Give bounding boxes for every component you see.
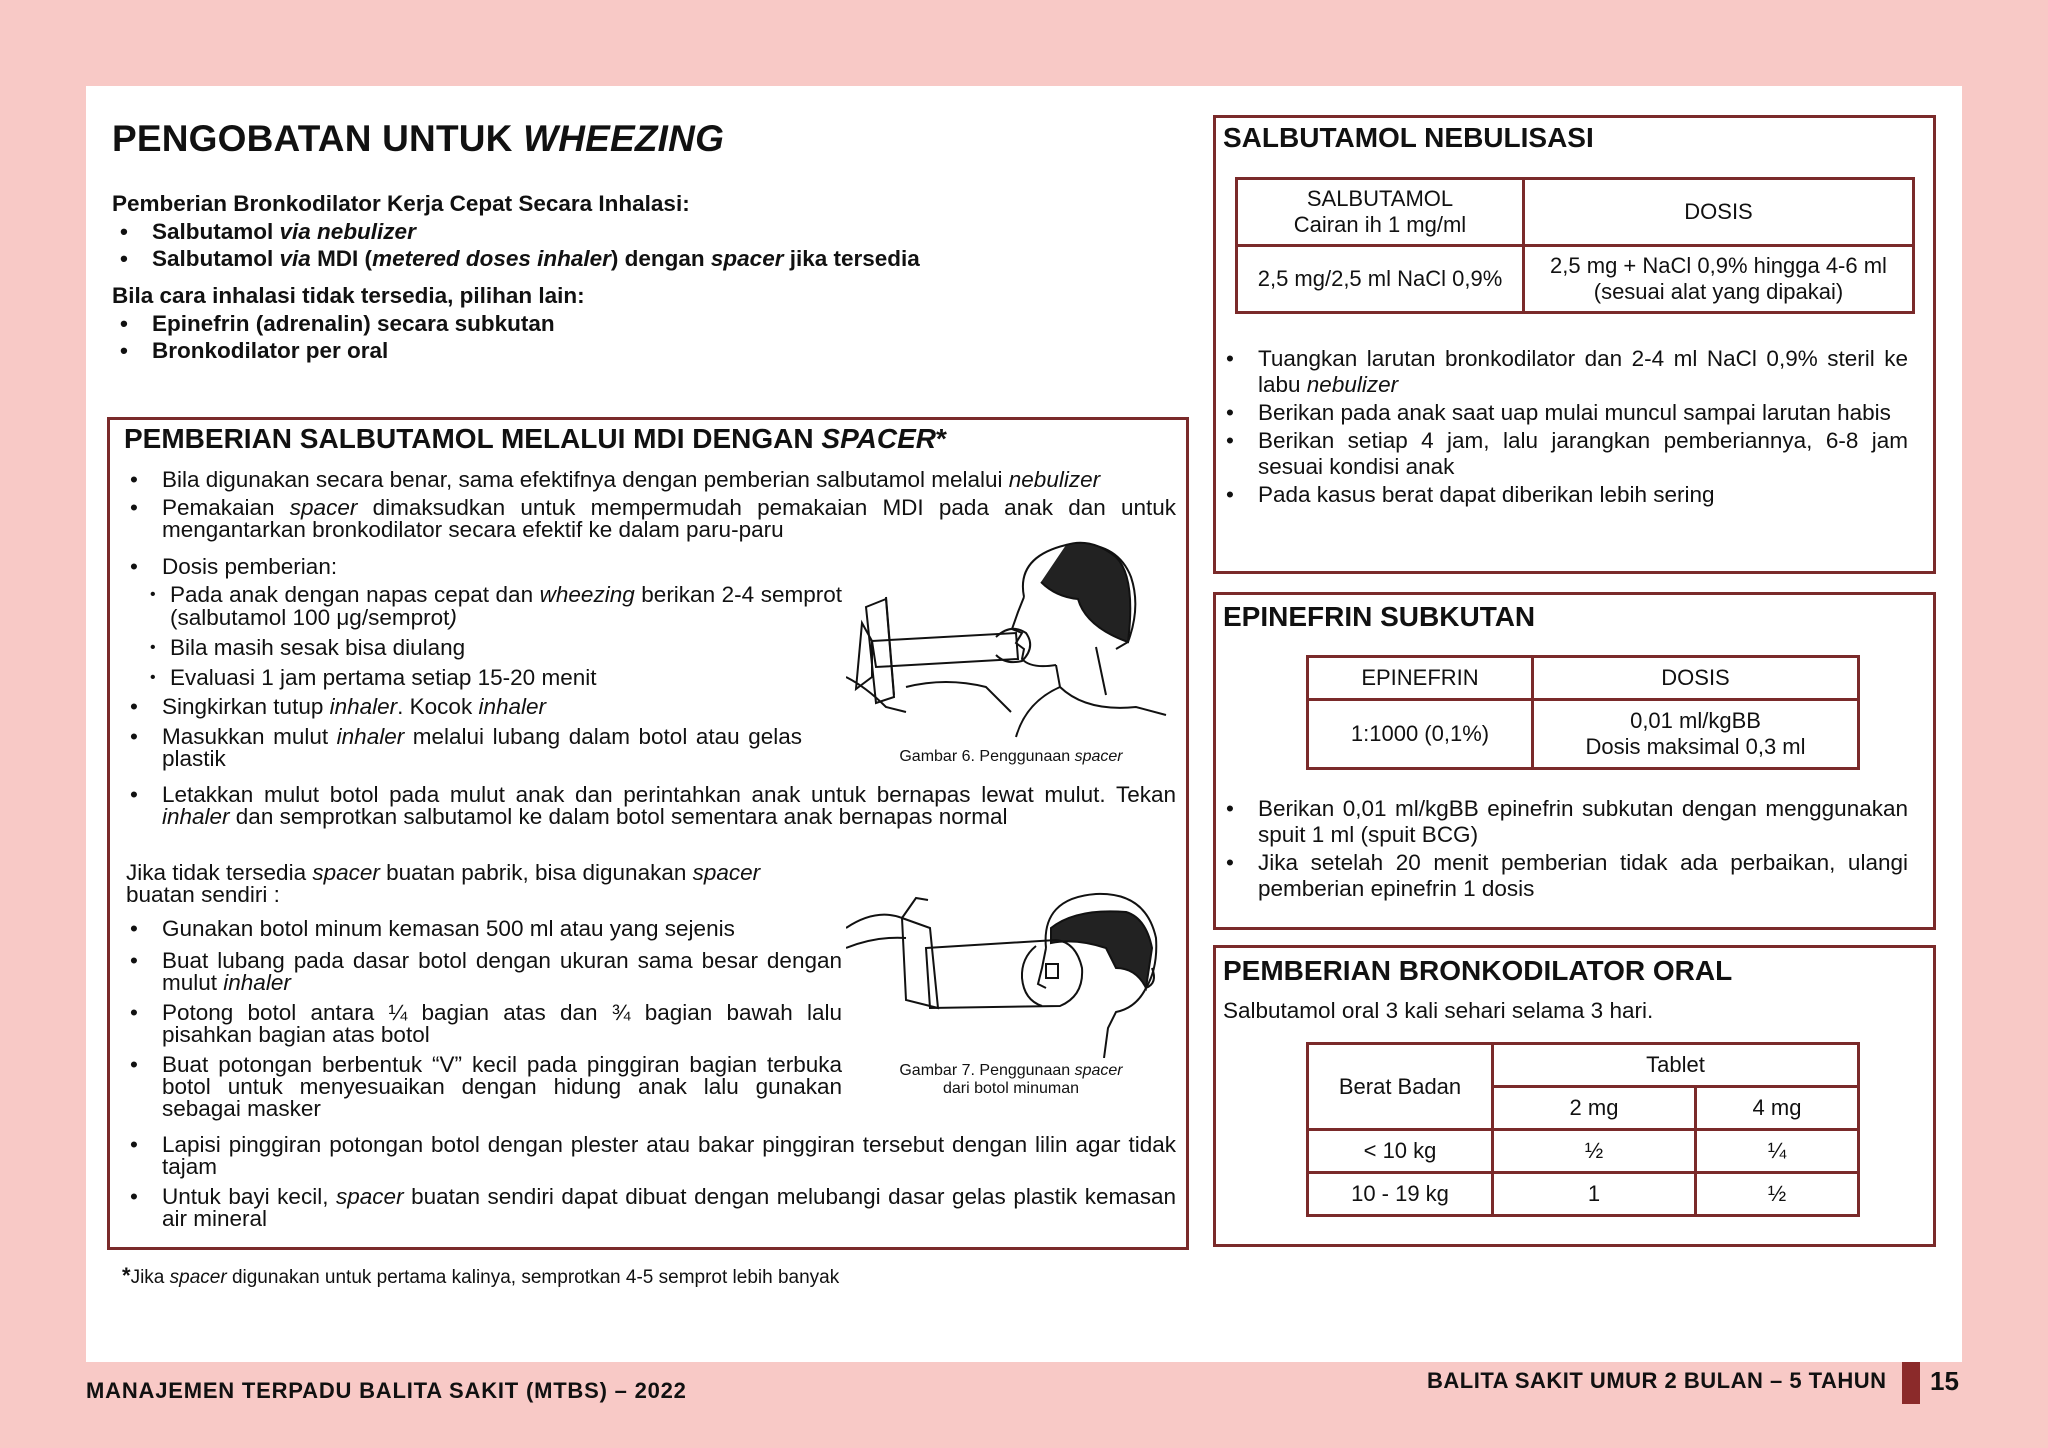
intro-heading-alternatives: Bila cara inhalasi tidak tersedia, pilihan lain: <box>112 283 585 308</box>
nebulisation-bullet-pour: • Tuangkan larutan bronkodilator dan 2-4 ml NaCl 0,9% steril ke labu nebulizer <box>1218 346 1908 398</box>
intro-item-epinephrine: • Epinefrin (adrenalin) secara subkutan <box>112 310 1172 337</box>
mdi-bullet-spacer-purpose: • Pemakaian spacer dimaksudkan untuk mempermudah pemakaian MDI pada anak dan untuk mengantarkan bronkodilator secara efektif ke dalam paru-paru <box>122 497 1176 541</box>
table-row <box>1308 1130 1859 1173</box>
epinephrine-bullet-give: • Berikan 0,01 ml/kgBB epinefrin subkutan dengan menggunakan spuit 1 ml (spuit BCG) <box>1218 796 1908 848</box>
mdi-bullet-effective: • Bila digunakan secara benar, sama efektifnya dengan pemberian salbutamol melalui nebulizer <box>122 466 1176 493</box>
cell-4mg: ½ <box>1696 1173 1859 1216</box>
homemade-bullet-infant: • Untuk bayi kecil, spacer buatan sendiri dapat dibuat dengan melubangi dasar gelas plastik kemasan air mineral <box>122 1186 1176 1230</box>
cell-concentration: 1:1000 (0,1%) <box>1308 700 1533 769</box>
cell-2mg: ½ <box>1493 1130 1696 1173</box>
table-header-row <box>1237 179 1914 246</box>
nebulisation-bullet-give: • Berikan pada anak saat uap mulai muncul sampai larutan habis <box>1218 400 1908 426</box>
table-header-row <box>1308 1044 1859 1087</box>
page-number: 15 <box>1930 1366 1959 1396</box>
mdi-bullet-shake: • Singkirkan tutup inhaler. Kocok inhaler <box>122 693 842 721</box>
oral-dose-table <box>1306 1042 1860 1217</box>
figure-6-caption: Gambar 6. Penggunaan spacer <box>899 748 1123 765</box>
cell-concentration: 2,5 mg/2,5 ml NaCl 0,9% <box>1237 246 1524 313</box>
header-epinephrine: EPINEFRIN <box>1308 657 1533 700</box>
figure-6 <box>846 537 1176 765</box>
footnote: *Jika spacer digunakan untuk pertama kalinya, semprotkan 4-5 semprot lebih banyak <box>122 1263 840 1288</box>
mdi-bullet-bottle-wrap <box>122 784 1176 828</box>
mdi-sub-bullet-dose: • Pada anak dengan napas cepat dan wheezing berikan 2-4 semprot (salbutamol 100 μg/semprot) <box>122 583 842 629</box>
epinephrine-list <box>1218 796 1908 904</box>
nebulisation-list <box>1218 346 1908 510</box>
homemade-list-b <box>122 1134 1176 1230</box>
header-salbutamol: SALBUTAMOL Cairan ih 1 mg/ml <box>1237 179 1524 246</box>
cell-weight: 10 - 19 kg <box>1308 1173 1493 1216</box>
header-4mg: 4 mg <box>1696 1087 1859 1130</box>
header-2mg: 2 mg <box>1493 1087 1696 1130</box>
header-tablet: Tablet <box>1493 1044 1859 1087</box>
mdi-sub-bullet-evaluate: • Evaluasi 1 jam pertama setiap 15-20 menit <box>122 666 842 689</box>
header-dose: DOSIS <box>1533 657 1859 700</box>
mdi-section-title: PEMBERIAN SALBUTAMOL MELALUI MDI DENGAN SPACER* <box>124 423 947 454</box>
mdi-sub-bullet-repeat: • Bila masih sesak bisa diulang <box>122 636 842 659</box>
intro-section <box>112 190 1172 364</box>
intro-item-nebulizer: • Salbutamol via nebulizer <box>112 218 1172 245</box>
oral-description: Salbutamol oral 3 kali sehari selama 3 hari. <box>1223 998 1654 1023</box>
homemade-bullet-cut: • Potong botol antara ¼ bagian atas dan ¾ bagian bawah lalu pisahkan bagian atas botol <box>122 1002 842 1046</box>
header-weight: Berat Badan <box>1308 1044 1493 1130</box>
page-title: PENGOBATAN UNTUK WHEEZING <box>112 118 725 159</box>
cell-dose: 2,5 mg + NaCl 0,9% hingga 4-6 ml (sesuai alat yang dipakai) <box>1524 246 1914 313</box>
header-dose: DOSIS <box>1524 179 1914 246</box>
table-row <box>1308 700 1859 769</box>
child-bottle-spacer-illustration <box>846 888 1176 1058</box>
table-row <box>1237 246 1914 313</box>
mdi-list-dosage <box>122 553 842 770</box>
intro-heading-inhalation: Pemberian Bronkodilator Kerja Cepat Secara Inhalasi: <box>112 191 690 216</box>
homemade-list-a <box>122 916 842 1120</box>
nebulisation-table <box>1235 177 1915 314</box>
intro-item-mdi: • Salbutamol via MDI (metered doses inhaler) dengan spacer jika tersedia <box>112 245 1172 272</box>
epinephrine-title: EPINEFRIN SUBKUTAN <box>1223 601 1536 632</box>
homemade-bullet-v-cut: • Buat potongan berbentuk “V” kecil pada pinggiran bagian terbuka botol untuk menyesuaikan dengan hidung anak lalu gunakan sebagai masker <box>122 1054 842 1120</box>
nebulisation-title: SALBUTAMOL NEBULISASI <box>1223 122 1594 153</box>
table-header-row <box>1308 657 1859 700</box>
epinephrine-bullet-repeat: • Jika setelah 20 menit pemberian tidak ada perbaikan, ulangi pemberian epinefrin 1 dosis <box>1218 850 1908 902</box>
intro-item-oral: • Bronkodilator per oral <box>112 337 1172 364</box>
cell-dose: 0,01 ml/kgBB Dosis maksimal 0,3 ml <box>1533 700 1859 769</box>
epinephrine-table <box>1306 655 1860 770</box>
child-spacer-illustration <box>846 537 1176 757</box>
homemade-intro: Jika tidak tersedia spacer buatan pabrik, bisa digunakan spacer buatan sendiri : <box>126 860 761 907</box>
nebulisation-bullet-severe: • Pada kasus berat dapat diberikan lebih sering <box>1218 482 1908 508</box>
mdi-list-top <box>122 466 1176 541</box>
nebulisation-bullet-interval: • Berikan setiap 4 jam, lalu jarangkan pemberiannya, 6-8 jam sesuai kondisi anak <box>1218 428 1908 480</box>
homemade-bullet-tape: • Lapisi pinggiran potongan botol dengan plester atau bakar pinggiran tersebut dengan lilin agar tidak tajam <box>122 1134 1176 1178</box>
footer-manual-title: MANAJEMEN TERPADU BALITA SAKIT (MTBS) – 2022 <box>86 1378 687 1403</box>
homemade-bullet-hole: • Buat lubang pada dasar botol dengan ukuran sama besar dengan mulut inhaler <box>122 950 842 994</box>
cell-2mg: 1 <box>1493 1173 1696 1216</box>
mdi-bullet-insert: • Masukkan mulut inhaler melalui lubang dalam botol atau gelas plastik <box>122 726 802 770</box>
mdi-bullet-dose: • Dosis pemberian: <box>122 553 842 581</box>
cell-4mg: ¼ <box>1696 1130 1859 1173</box>
mdi-bullet-bottle: • Letakkan mulut botol pada mulut anak dan perintahkan anak untuk bernapas lewat mulut. Tekan inhaler dan semprotkan salbutamol ke dalam botol sementara anak bernapas normal <box>122 784 1176 828</box>
figure-7 <box>846 888 1176 1098</box>
figure-7-caption: Gambar 7. Penggunaan spacer dari botol minuman <box>899 1062 1123 1097</box>
oral-title: PEMBERIAN BRONKODILATOR ORAL <box>1223 955 1733 986</box>
table-row <box>1308 1173 1859 1216</box>
footer-chapter-title: BALITA SAKIT UMUR 2 BULAN – 5 TAHUN <box>1427 1368 1887 1393</box>
page-number-marker <box>1902 1362 1920 1404</box>
homemade-bullet-bottle: • Gunakan botol minum kemasan 500 ml atau yang sejenis <box>122 916 842 942</box>
cell-weight: < 10 kg <box>1308 1130 1493 1173</box>
